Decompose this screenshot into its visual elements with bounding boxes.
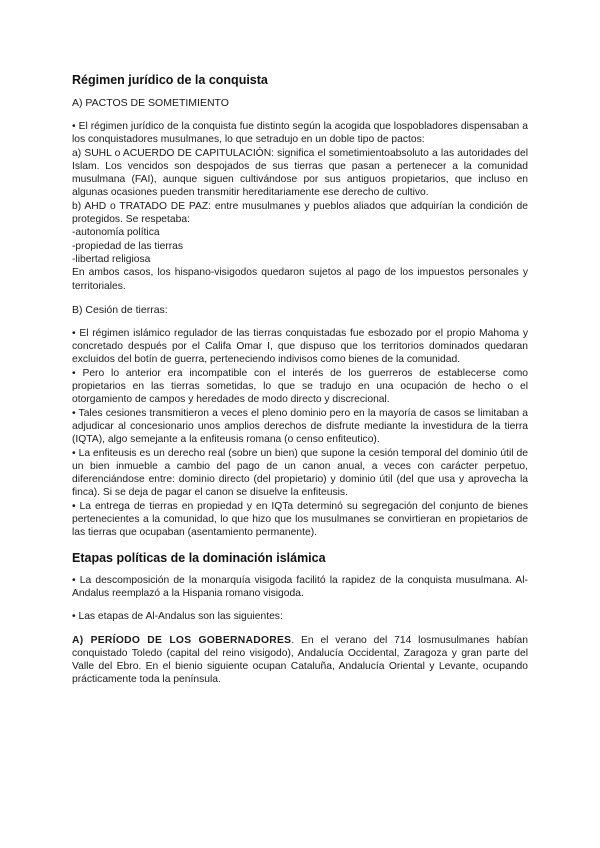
paragraph: • Las etapas de Al-Andalus son las siguientes:	[72, 611, 283, 623]
list-item: -libertad religiosa	[72, 253, 151, 265]
section-2-stages	[72, 610, 528, 623]
period-text: . En el verano del 714 losmusulmanes habían conquistado Toledo (capital del reino visigodo), Andalucía Occidental, Zaragoza y gran parte del Valle del Ebro. En el bienio siguiente ocupan Cataluña, Andalucía Oriental y Levante, ocupando prácticamente toda la península.	[72, 634, 529, 686]
paragraph: • La entrega de tierras en propiedad y en IQTa determinó su segregación del conjunto de bienes pertenecientes a la comunidad, lo que hizo que los musulmanes se convirtieran en propietarios de las tierras que ocupaban (asentamiento permanente).	[72, 500, 528, 539]
document-title: Régimen jurídico de la conquista	[72, 73, 268, 87]
list-item: -propiedad de las tierras	[72, 240, 184, 252]
section-2-heading: Etapas políticas de la dominación islámica	[72, 550, 326, 565]
period-title: A) PERÍODO DE LOS GOBERNADORES	[72, 634, 292, 646]
paragraph: • La descomposición de la monarquía visigoda facilitó la rapidez de la conquista musulmana. Al-Andalus reemplazó a la Hispania romano visigoda.	[72, 574, 528, 599]
document-page	[72, 72, 528, 697]
section-a-heading: A) PACTOS DE SOMETIMIENTO	[72, 97, 229, 109]
paragraph: b) AHD o TRATADO DE PAZ: entre musulmanes y pueblos aliados que adquirían la condición de protegidos. Se respetaba:	[72, 200, 528, 226]
section-2-intro	[72, 574, 528, 601]
section-b-heading: B) Cesión de tierras:	[72, 303, 168, 316]
list-item: -autonomía política	[72, 227, 160, 239]
section-2-period	[72, 634, 528, 687]
paragraph: • El régimen jurídico de la conquista fue distinto según la acogida que lospobladores dispensaban a los conquistadores musulmanes, lo que setradujo en un doble tipo de pactos:	[72, 121, 528, 146]
paragraph: a) SUHL o ACUERDO DE CAPITULACIÓN: significa el sometimientoabsoluto a las autoridades del Islam. Los vencidos son despojados de sus tierras que pasan a pertenecer a la comunidad musulmana (FAI), aunque siguen cultivándose por sus antiguos propietarios, que incluso en algunas ocasiones pueden transmitir hereditariamente ese derecho de cultivo.	[72, 147, 528, 199]
section-a-body	[72, 120, 528, 293]
paragraph: • Pero lo anterior era incompatible con el interés de los guerreros de establecerse como propietarios en las tierras sometidas, lo que se tradujo en una ocupación de hecho o el otorgamiento de campos y heredades de modo directo y discrecional.	[72, 367, 528, 406]
paragraph: • Tales cesiones transmitieron a veces el pleno dominio pero en la mayoría de casos se limitaban a adjudicar al concesionario unos amplios derechos de disfrute mediante la investidura de la tierra (IQTA), algo semejante a la enfiteusis romana (o censo enfiteutico).	[72, 407, 528, 446]
paragraph: En ambos casos, los hispano-visigodos quedaron sujetos al pago de los impuestos personales y territoriales.	[72, 267, 528, 292]
paragraph: • El régimen islámico regulador de las tierras conquistadas fue esbozado por el propio Mahoma y concretado después por el Califa Omar I, que dispuso que los territorios dominados quedaran excluidos del botín de guerra, perteneciendo indivisos como bienes de la comunidad.	[72, 327, 528, 366]
section-b-body	[72, 327, 528, 540]
paragraph	[72, 634, 528, 687]
paragraph: • La enfiteusis es un derecho real (sobre un bien) que supone la cesión temporal del dominio útil de un bien inmueble a cambio del pago de un canon anual, a veces con carácter perpetuo, diferenciándose entre: dominio directo (del propietario) y dominio útil (del que usa y aprovecha la finca). Si se deja de pagar el canon se disuelve la enfiteusis.	[72, 447, 528, 499]
